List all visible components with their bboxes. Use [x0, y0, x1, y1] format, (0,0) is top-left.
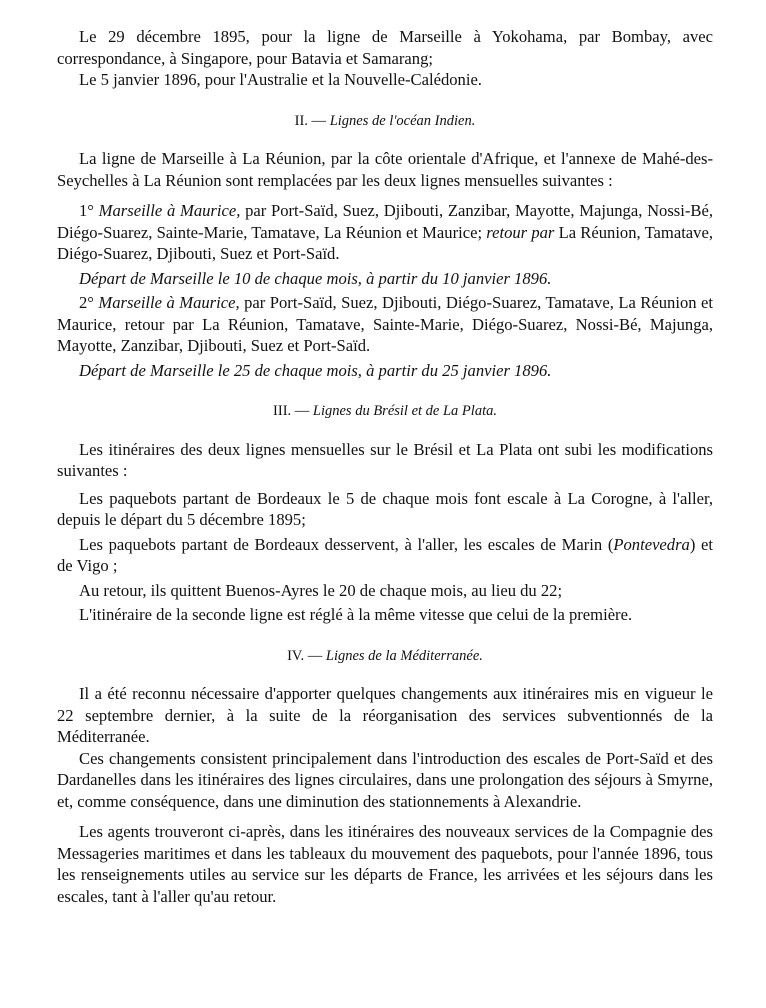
section-number: IV. — [287, 647, 323, 664]
section-heading-brazil-plata [57, 401, 713, 423]
paragraph-line-1 [57, 200, 713, 265]
line-number: 1° [79, 201, 94, 220]
return-stops: La Réunion, Tamatave, Diégo-Suarez, Djibouti, Suez et Port-Saïd. [57, 222, 713, 263]
section-heading-indian-ocean [57, 111, 713, 133]
route-name: Marseille à Maurice, [98, 293, 240, 312]
line-number: 2° [79, 293, 94, 312]
place-name: Pontevedra [613, 534, 690, 554]
paragraph-brazil-intro: Les itinéraires des deux lignes mensuelles sur le Brésil et La Plata ont subi les modifications suivantes : [57, 439, 713, 480]
paragraph-return-buenos-ayres: Au retour, ils quittent Buenos-Ayres le 20 de chaque mois, au lieu du 22; [79, 580, 563, 600]
text-fragment: ) et de Vigo ; [57, 534, 713, 575]
paragraph-departure-jan-1896: Le 5 janvier 1896, pour l'Australie et la Nouvelle-Calédonie. [79, 70, 482, 89]
paragraph-bordeaux-marin-vigo [57, 534, 713, 577]
paragraph-second-line-speed: L'itinéraire de la seconde ligne est réglé à la même vitesse que celui de la première. [79, 605, 633, 624]
paragraph-changes-details: Ces changements consistent principalement dans l'introduction des escales de Port-Saïd et des Dardanelles dans les itinéraires des lignes circulaires, dans une prolongation des séjours à Smyrne, et, comme conséquence, dans une diminution des stationnements à Alexandrie. [57, 748, 713, 811]
paragraph-line-2 [57, 292, 713, 357]
text-fragment: Les paquebots partant de Bordeaux desservent, à l'aller, les escales de Marin ( [79, 534, 614, 554]
paragraph-departure-dec-1895: Le 29 décembre 1895, pour la ligne de Marseille à Yokohama, par Bombay, avec correspondance, à Singapore, pour Batavia et Samarang; [57, 27, 713, 68]
paragraph-line-2-departure: Départ de Marseille le 25 de chaque mois, à partir du 25 janvier 1896. [79, 360, 552, 380]
section-number: II. — [294, 112, 327, 129]
paragraph-indian-ocean-intro: La ligne de Marseille à La Réunion, par la côte orientale d'Afrique, et l'annexe de Mahé-des-Seychelles à La Réunion sont remplacées par les deux lignes mensuelles suivantes : [57, 149, 713, 190]
paragraph-bordeaux-corogne: Les paquebots partant de Bordeaux le 5 de chaque mois font escale à La Corogne, à l'aller, depuis le départ du 5 décembre 1895; [57, 488, 713, 529]
return-label: retour par [482, 222, 555, 242]
section-title: Lignes de la Méditerranée. [325, 647, 483, 664]
route-name: Marseille à Maurice, [98, 201, 241, 220]
paragraph-line-1-departure: Départ de Marseille le 10 de chaque mois, à partir du 10 janvier 1896. [79, 268, 552, 288]
route-stops: par Port-Saïd, Suez, Djibouti, Zanzibar, Mayotte, Majunga, Nossi-Bé, Diégo-Suarez, Sainte-Marie, Tamatave, La Réunion et Maurice; [57, 201, 713, 242]
section-heading-mediterranean [57, 646, 713, 668]
section-title: Lignes du Brésil et de La Plata. [312, 403, 497, 419]
paragraph-mediterranean-changes: Il a été reconnu nécessaire d'apporter quelques changements aux itinéraires mis en vigueur le 22 septembre dernier, à la suite de la réorganisation des services subventionnés de la Méditerranée. [57, 684, 713, 746]
section-number: III. — [273, 403, 310, 419]
route-stops: par Port-Saïd, Suez, Djibouti, Diégo-Suarez, Tamatave, La Réunion et Maurice, retour par La Réunion, Tamatave, Sainte-Marie, Diégo-Suarez, Nossi-Bé, Majunga, Mayotte, Zanzibar, Djibouti, Suez et Port-Saïd. [57, 293, 713, 355]
document-page [57, 26, 713, 907]
paragraph-agents-info: Les agents trouveront ci-après, dans les itinéraires des nouveaux services de la Compagnie des Messageries maritimes et dans les tableaux du mouvement des paquebots, pour l'année 1896, tous les renseignements utiles au service sur les départs de France, les arrivées et les séjours dans les escales, tant à l'aller qu'au retour. [57, 822, 713, 906]
section-title: Lignes de l'océan Indien. [329, 112, 476, 129]
